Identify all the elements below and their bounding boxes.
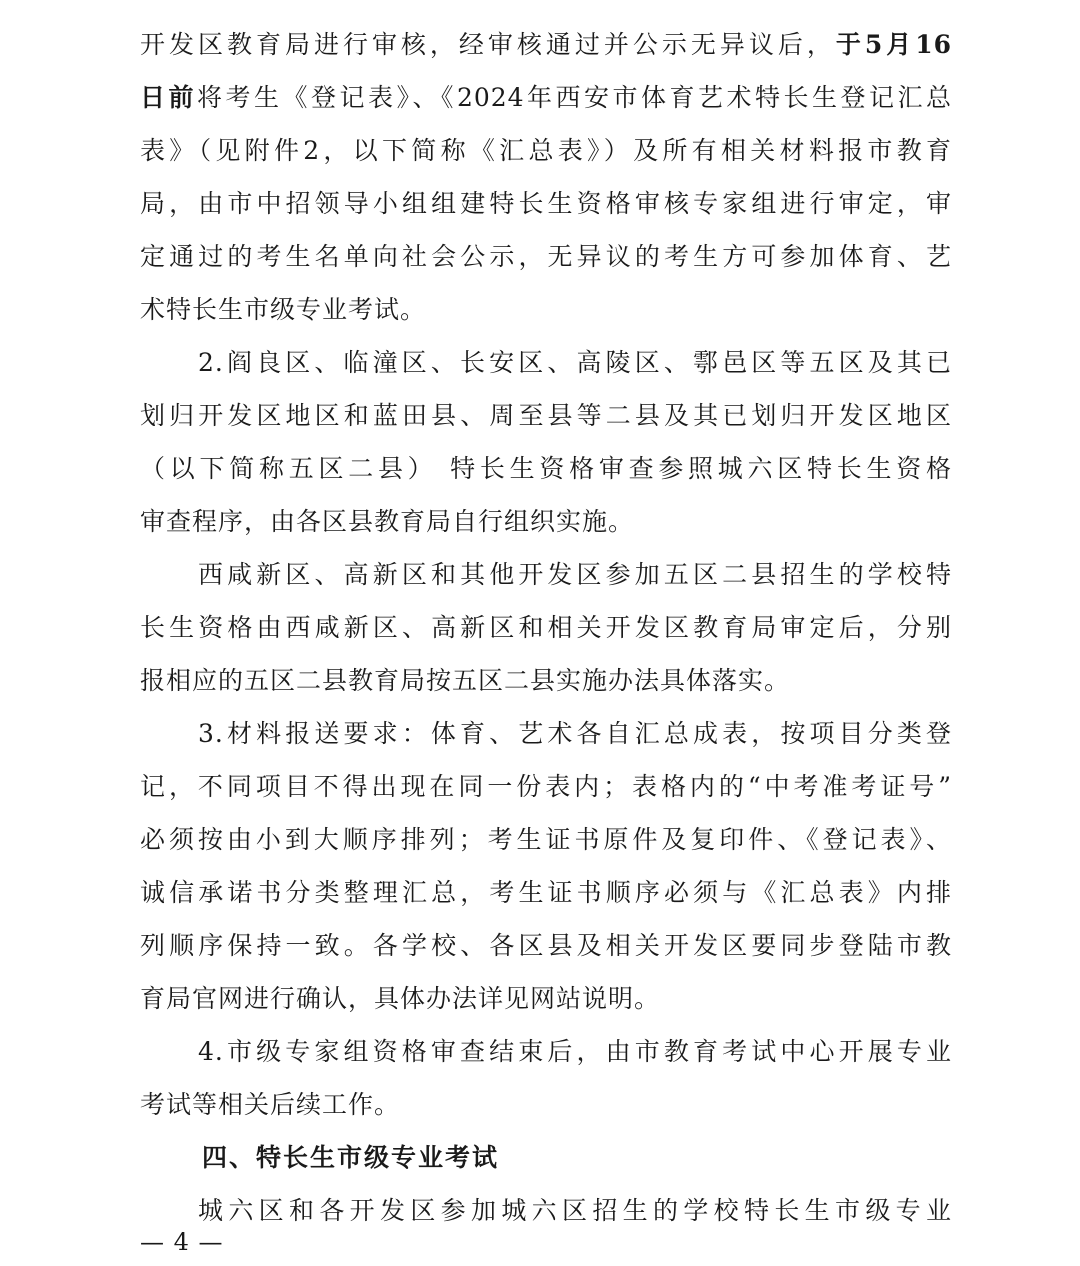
paragraph-line: 4.市级专家组资格审查结束后，由市教育考试中心开展专业 xyxy=(198,1037,952,1066)
paragraph-line: （以下简称五区二县） 特长生资格审查参照城六区特长生资格 xyxy=(140,454,952,483)
paragraph-line xyxy=(140,18,952,71)
document-page xyxy=(140,18,952,1237)
section-heading: 四、特长生市级专业考试 xyxy=(202,1143,500,1172)
paragraph-line: 列顺序保持一致。各学校、各区县及相关开发区要同步登陆市教 xyxy=(140,931,952,960)
paragraph-line: 报相应的五区二县教育局按五区二县实施办法具体落实。 xyxy=(140,666,791,695)
paragraph-line: 育局官网进行确认，具体办法详见网站说明。 xyxy=(140,984,661,1013)
paragraph-line: 城六区和各开发区参加城六区招生的学校特长生市级专业 xyxy=(198,1196,952,1225)
paragraph-line: 记，不同项目不得出现在同一份表内；表格内的“中考准考证号” xyxy=(140,772,952,801)
paragraph-line: 诚信承诺书分类整理汇总，考生证书顺序必须与《汇总表》内排 xyxy=(140,878,952,907)
paragraph-line: 3.材料报送要求：体育、艺术各自汇总成表，按项目分类登 xyxy=(198,719,952,748)
text-run: 将考生《登记表》、《2024年西安市体育艺术特长生登记汇总 xyxy=(197,83,952,112)
paragraph-line: 定通过的考生名单向社会公示，无异议的考生方可参加体育、艺 xyxy=(140,242,952,271)
bold-deadline-text: 于5月16 xyxy=(835,30,952,59)
paragraph-line: 局，由市中招领导小组组建特长生资格审核专家组进行审定，审 xyxy=(140,189,952,218)
paragraph-line: 表》（见附件2，以下简称《汇总表》）及所有相关材料报市教育 xyxy=(140,136,952,165)
paragraph-line: 2.阎良区、临潼区、长安区、高陵区、鄠邑区等五区及其已 xyxy=(198,348,952,377)
paragraph-line: 必须按由小到大顺序排列；考生证书原件及复印件、《登记表》、 xyxy=(140,825,952,854)
paragraph-line: 审查程序，由各区县教育局自行组织实施。 xyxy=(140,507,635,536)
paragraph-line: 长生资格由西咸新区、高新区和相关开发区教育局审定后，分别 xyxy=(140,613,952,642)
paragraph-line xyxy=(140,71,952,124)
paragraph-line: 术特长生市级专业考试。 xyxy=(140,295,427,324)
paragraph-line: 西咸新区、高新区和其他开发区参加五区二县招生的学校特 xyxy=(198,560,952,589)
paragraph-line: 划归开发区地区和蓝田县、周至县等二县及其已划归开发区地区 xyxy=(140,401,952,430)
bold-deadline-text: 日前 xyxy=(140,83,197,112)
text-run: 开发区教育局进行审核，经审核通过并公示无异议后， xyxy=(140,30,836,59)
page-number: — 4 — xyxy=(140,1228,224,1256)
paragraph-line: 考试等相关后续工作。 xyxy=(140,1090,401,1119)
